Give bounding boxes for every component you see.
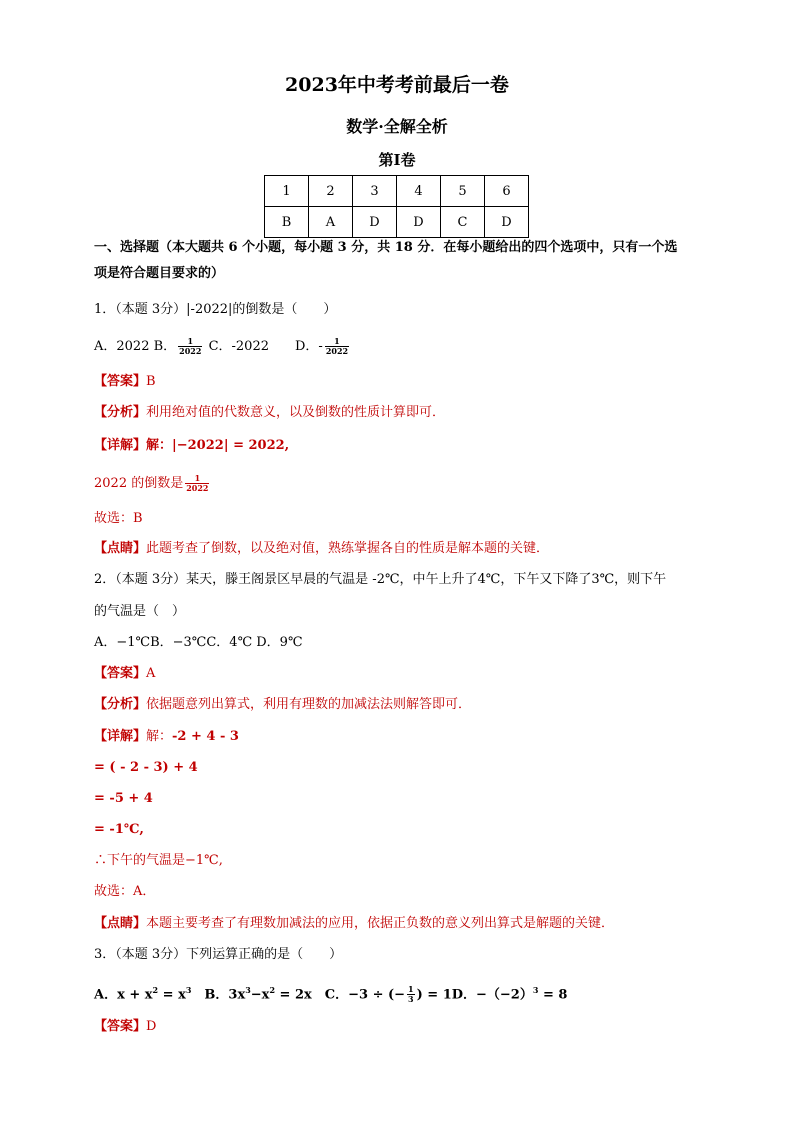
analysis-text: 利用绝对值的代数意义，以及倒数的性质计算即可． bbox=[146, 405, 446, 420]
q1-stem: 1．（本题 3分）|-2022|的倒数是（ ） bbox=[94, 302, 337, 317]
answer-label: 【答案】 bbox=[94, 374, 147, 389]
table-cell: 3 bbox=[353, 176, 397, 207]
answer-value: A bbox=[146, 666, 156, 681]
step-text: 2022 的倒数是 bbox=[94, 476, 184, 491]
analysis-label: 【分析】 bbox=[94, 405, 147, 420]
answer-table-numbers-row bbox=[265, 176, 529, 207]
q3-stem: 3．（本题 3分）下列运算正确的是（ ） bbox=[94, 947, 343, 962]
answer-label: 【答案】 bbox=[94, 666, 147, 681]
table-cell: 1 bbox=[265, 176, 309, 207]
page-subtitle: 数学·全解全析 bbox=[346, 117, 448, 136]
q3-option-d-end: = 8 bbox=[538, 987, 568, 1003]
analysis-text: 依据题意列出算式，利用有理数的加减法法则解答即可． bbox=[146, 697, 472, 712]
fraction-numerator: 1 bbox=[408, 984, 414, 995]
fraction-denominator: 2022 bbox=[186, 483, 209, 493]
exponent: 2 bbox=[269, 985, 276, 995]
q3-option-b-part1: B．3x bbox=[191, 987, 246, 1003]
page-title: 2023年中考考前最后一卷 bbox=[285, 74, 509, 96]
q1-detail bbox=[94, 437, 289, 455]
q2-step-4: ∴下午的气温是−1℃, bbox=[94, 853, 223, 868]
q3-options bbox=[94, 981, 567, 1004]
q1-choice: 故选：B bbox=[94, 511, 143, 526]
table-cell: 6 bbox=[485, 176, 529, 207]
answer-label: 【答案】 bbox=[94, 1019, 147, 1034]
q2-answer bbox=[94, 665, 155, 683]
q1-comment bbox=[94, 540, 549, 558]
exponent: 3 bbox=[245, 985, 251, 995]
q2-step-3: = -1℃, bbox=[94, 822, 144, 837]
detail-label: 【详解】 bbox=[94, 729, 147, 744]
table-cell: A bbox=[309, 207, 353, 238]
q1-option-a: A．2022 B． bbox=[94, 339, 177, 354]
analysis-label: 【分析】 bbox=[94, 697, 147, 712]
answer-table-answers-row bbox=[265, 207, 529, 238]
exponent: 2 bbox=[152, 985, 159, 995]
q2-comment bbox=[94, 915, 614, 933]
table-cell: 5 bbox=[441, 176, 485, 207]
answer-value: B bbox=[146, 374, 156, 389]
q2-detail bbox=[94, 728, 239, 746]
q2-stem-line1: 2．（本题 3分）某天，滕王阁景区早晨的气温是 -2℃，中午上升了4℃，下午又下降了3℃，则下午 bbox=[94, 572, 667, 587]
detail-expression: -2 + 4 - 3 bbox=[172, 729, 239, 744]
q2-step-2: = -5 + 4 bbox=[94, 791, 153, 806]
answer-table bbox=[264, 175, 529, 238]
q3-answer bbox=[94, 1018, 156, 1036]
comment-text: 本题主要考查了有理数加减法的应用，依据正负数的意义列出算式是解题的关键． bbox=[146, 916, 615, 931]
table-cell: D bbox=[397, 207, 441, 238]
fraction-numerator: 1 bbox=[325, 337, 349, 347]
q1-step-fraction bbox=[185, 474, 209, 493]
fraction-denominator: 2022 bbox=[179, 346, 202, 356]
section-instruction-line2: 项是符合题目要求的） bbox=[94, 266, 225, 281]
q1-answer bbox=[94, 373, 156, 391]
detail-label: 【详解】 bbox=[94, 438, 147, 453]
table-cell: B bbox=[265, 207, 309, 238]
q2-options: A．−1℃B．−3℃C．4℃ D．9℃ bbox=[94, 635, 303, 650]
q1-fraction-b bbox=[178, 337, 202, 356]
q3-option-a-part2: = x bbox=[158, 987, 186, 1003]
q3-fraction bbox=[407, 985, 415, 1004]
volume-heading: 第Ⅰ卷 bbox=[378, 151, 416, 169]
fraction-numerator: 1 bbox=[178, 337, 202, 347]
detail-prefix: 解： bbox=[146, 729, 173, 744]
q3-option-b-part3: = 2x C．−3 ÷ (− bbox=[275, 987, 406, 1003]
q1-options bbox=[94, 337, 351, 356]
q2-analysis bbox=[94, 696, 471, 714]
fraction-denominator: 3 bbox=[408, 994, 414, 1005]
q2-choice: 故选：A． bbox=[94, 884, 156, 899]
section-instruction-line1: 一、选择题（本大题共 6 个小题，每小题 3 分，共 18 分．在每小题给出的四个选项中，只有一个选 bbox=[94, 240, 678, 255]
q1-analysis bbox=[94, 404, 445, 422]
answer-value: D bbox=[146, 1019, 157, 1034]
detail-text: 解：|−2022| = 2022, bbox=[146, 438, 290, 453]
exponent: 3 bbox=[185, 985, 192, 995]
q3-option-c-end: ) = 1D．−（−2） bbox=[416, 987, 533, 1003]
table-cell: D bbox=[485, 207, 529, 238]
table-cell: C bbox=[441, 207, 485, 238]
table-cell: 2 bbox=[309, 176, 353, 207]
q2-stem-line2: 的气温是（ ） bbox=[94, 604, 186, 619]
q1-step bbox=[94, 474, 211, 493]
fraction-denominator: 2022 bbox=[325, 346, 349, 356]
comment-text: 此题考查了倒数，以及绝对值，熟练掌握各自的性质是解本题的关键． bbox=[146, 541, 550, 556]
table-cell: D bbox=[353, 207, 397, 238]
q3-option-b-part2: −x bbox=[250, 987, 270, 1003]
q1-option-c: C．-2022 D．- bbox=[204, 339, 323, 354]
fraction-numerator: 1 bbox=[185, 474, 209, 484]
comment-label: 【点睛】 bbox=[94, 916, 147, 931]
table-cell: 4 bbox=[397, 176, 441, 207]
q1-fraction-d bbox=[325, 337, 349, 356]
exponent: 3 bbox=[532, 985, 539, 995]
q3-option-a-part1: A．x + x bbox=[94, 987, 153, 1003]
comment-label: 【点睛】 bbox=[94, 541, 147, 556]
q2-step-1: = ( - 2 - 3) + 4 bbox=[94, 760, 198, 775]
